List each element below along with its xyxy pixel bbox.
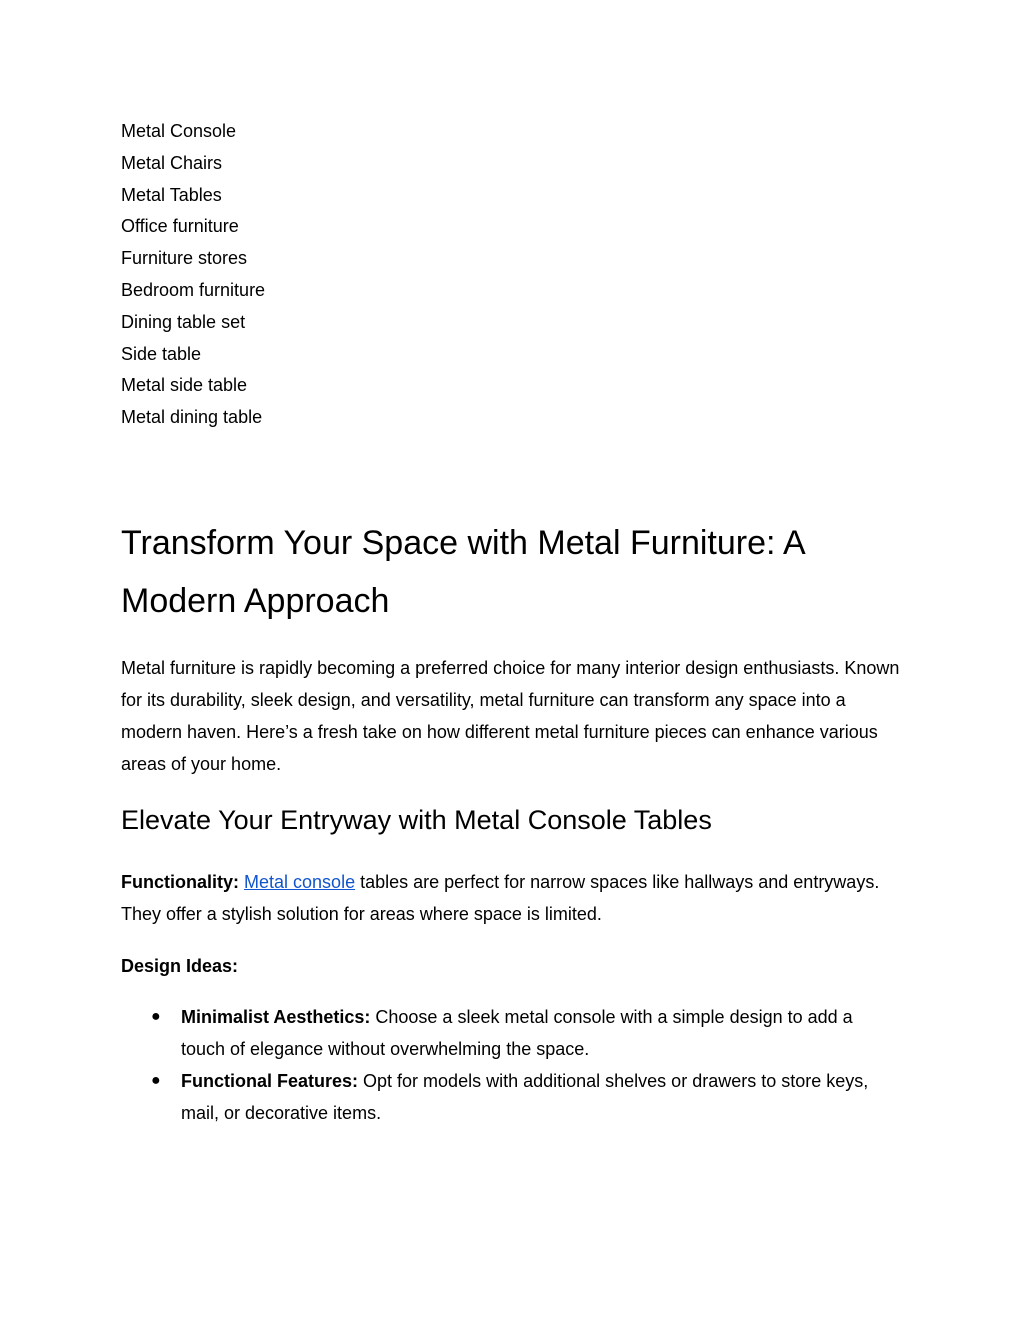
intro-paragraph: Metal furniture is rapidly becoming a preferred choice for many interior design enthusiasts. Known for its durability, sleek design, and versatility, metal furniture can transform any space into a modern haven. Here’s a fresh take on how different metal furniture pieces can enhance various areas of your home. <box>121 658 900 774</box>
functionality-label: Functionality: <box>121 872 239 892</box>
keyword-item: Dining table set <box>121 311 246 332</box>
bullet-icon: ● <box>151 1008 161 1025</box>
functionality-text: tables are perfect for narrow spaces like hallways and entryways. They offer a stylish solution for areas where space is limited. <box>121 872 880 924</box>
keyword-list <box>121 116 265 434</box>
idea-text: Choose a sleek metal console with a simple design to add a touch of elegance without overwhelming the space. <box>181 1007 853 1059</box>
metal-console-link[interactable]: Metal console <box>244 872 356 892</box>
keyword-item: Side table <box>121 343 202 364</box>
idea-text: Opt for models with additional shelves or drawers to store keys, mail, or decorative items. <box>181 1071 869 1123</box>
keyword-item: Metal side table <box>121 375 248 396</box>
keyword-item: Furniture stores <box>121 248 248 269</box>
design-ideas-list <box>121 1001 911 1129</box>
list-item <box>121 1001 901 1065</box>
idea-label: Functional Features: <box>181 1071 359 1091</box>
section-heading: Elevate Your Entryway with Metal Console Tables <box>121 805 712 835</box>
design-ideas-label: Design Ideas: <box>121 956 239 976</box>
keyword-item: Metal Chairs <box>121 152 223 173</box>
keyword-item: Metal Tables <box>121 184 222 205</box>
functionality-paragraph <box>121 866 911 930</box>
keyword-item: Office furniture <box>121 216 239 237</box>
idea-label: Minimalist Aesthetics: <box>181 1007 371 1027</box>
keyword-item: Metal Console <box>121 121 237 141</box>
article-title: Transform Your Space with Metal Furniture: A Modern Approach <box>121 524 804 620</box>
list-item <box>121 1065 901 1129</box>
bullet-icon: ● <box>151 1072 161 1089</box>
keyword-item: Metal dining table <box>121 407 263 428</box>
keyword-item: Bedroom furniture <box>121 279 266 300</box>
